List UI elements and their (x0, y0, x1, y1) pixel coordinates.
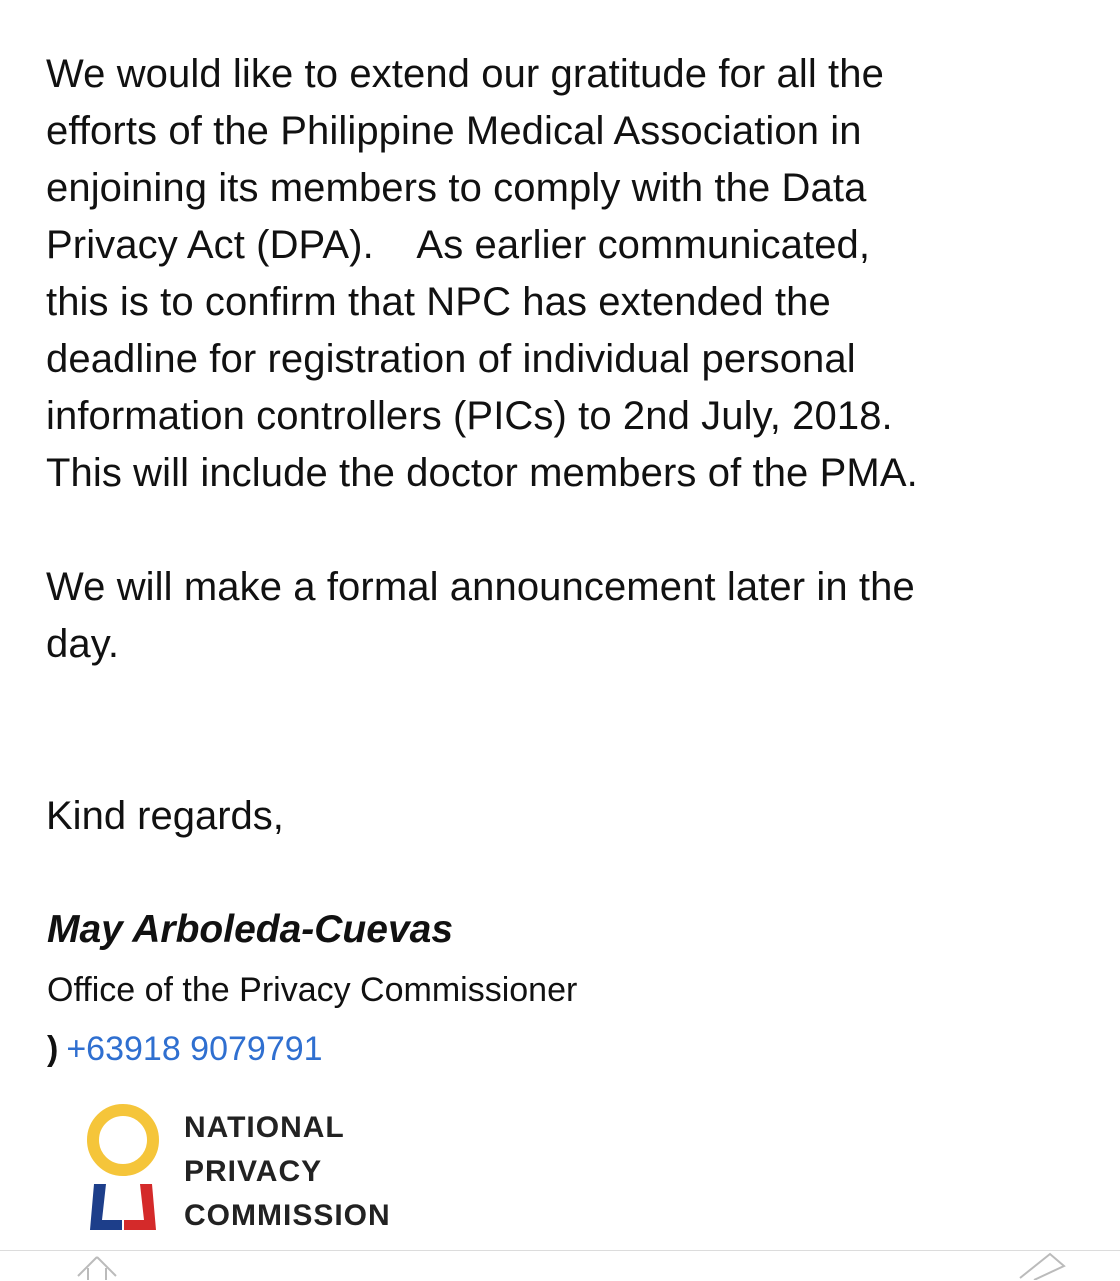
paragraph-line: enjoining its members to comply with the Data (46, 166, 867, 210)
paragraph-line: Privacy Act (DPA). As earlier communicated, (46, 223, 871, 267)
paragraph-line: efforts of the Philippine Medical Association in (46, 109, 862, 153)
bottom-toolbar (0, 1250, 1120, 1281)
signature-phone-row (47, 1027, 323, 1071)
paragraph-line: We will make a formal announcement later in the (46, 565, 915, 609)
logo-line-privacy: PRIVACY (184, 1155, 323, 1188)
up-arrow-icon[interactable] (72, 1254, 122, 1280)
signature-title: Office of the Privacy Commissioner (47, 971, 578, 1009)
paragraph-line: This will include the doctor members of the PMA. (46, 451, 918, 495)
compose-icon[interactable] (1010, 1250, 1070, 1280)
paragraph-line: day. (46, 622, 120, 666)
email-closing: Kind regards, (46, 794, 284, 838)
paragraph-line: deadline for registration of individual personal (46, 337, 856, 381)
email-paragraph-1 (46, 46, 1106, 502)
logo-wordmark (184, 1106, 391, 1238)
signature-name: May Arboleda-Cuevas (47, 908, 454, 951)
paragraph-line: this is to confirm that NPC has extended the (46, 280, 831, 324)
phone-icon: ) (47, 1030, 59, 1068)
phone-link[interactable]: +63918 9079791 (66, 1030, 323, 1068)
paragraph-line: information controllers (PICs) to 2nd July, 2018. (46, 394, 893, 438)
npc-logo (80, 1098, 430, 1238)
email-body (46, 46, 1106, 673)
keyhole-logo-icon (80, 1098, 166, 1238)
logo-line-national: NATIONAL (184, 1111, 345, 1144)
paragraph-line: We would like to extend our gratitude for all the (46, 52, 884, 96)
email-paragraph-2 (46, 559, 1106, 673)
logo-line-commission: COMMISSION (184, 1199, 391, 1232)
